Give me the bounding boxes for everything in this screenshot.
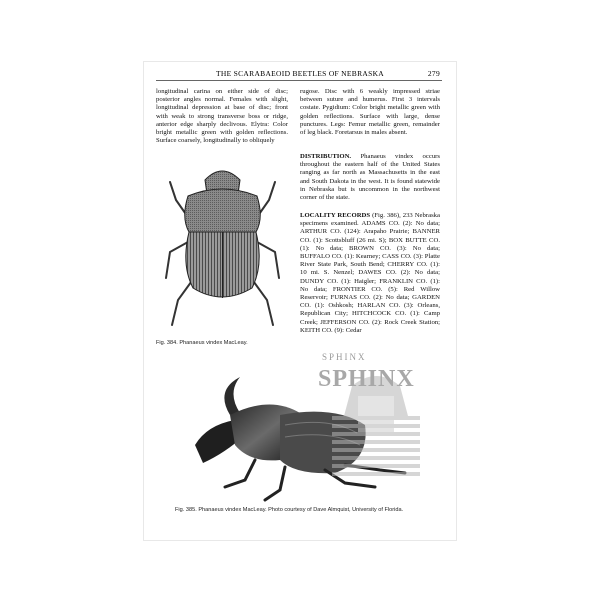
watermark-top-text: SPHINX: [322, 352, 367, 362]
locality-paragraph: [300, 212, 440, 335]
distribution-heading: DISTRIBUTION.: [300, 153, 352, 160]
right-column-top: [300, 88, 440, 137]
header-rule: [156, 80, 442, 81]
watermark-logo-text: SPHINX: [318, 366, 415, 392]
locality-heading: LOCALITY RECORDS: [300, 212, 371, 219]
distribution-section: [300, 153, 440, 202]
running-title: THE SCARABAEOID BEETLES OF NEBRASKA: [216, 69, 385, 78]
distribution-text: Phanaeus vindex occurs throughout the eastern half of the United States ranging as far north as Massachusetts in the east and South Dakota in the west. It is found statewide in Nebraska but is uncommon in the northwest corner of the state.: [300, 153, 440, 202]
figure-384-caption: Fig. 384. Phanaeus vindex MacLeay.: [156, 340, 248, 346]
locality-text: (Fig. 386), 233 Nebraska specimens examined. ADAMS CO. (2): No data; ARTHUR CO. (124): Arapaho Prairie; BANNER CO. (1): Scottsbluff (26 mi. S); BOX BUTTE CO. (1): No data; BROWN CO. (3): No data; BUFFALO CO. (1): Kearney; CASS CO. (3): Platte River State Park, South Bend; CHERRY CO. (1): 10 mi. S. Nenzel; DAWES CO. (2): No data; DUNDY CO. (1): Haigler; FRANKLIN CO. (1): No data; FRONTIER CO. (5): Red Willow Reservoir; FURNAS CO. (2): No data; GARDEN CO. (1): Oshkosh; HARLAN CO. (3): Orleans, Republican City; HITCHCOCK CO. (1): Camp Creek; JEFFERSON CO. (2): Rock Creek Station; KEITH CO. (9): Cedar: [300, 212, 440, 334]
page-number: 279: [427, 69, 440, 78]
figure-385-caption: Fig. 385. Phanaeus vindex MacLeay. Photo courtesy of Dave Almquist, University of Florida.: [175, 507, 404, 513]
distribution-paragraph: [300, 153, 440, 202]
left-column-text: [156, 88, 288, 145]
locality-section: [300, 212, 440, 335]
right-paragraph-1: rugose. Disc with 6 weakly impressed striae between suture and humerus. First 3 intervals costate. Pygidium: Color bright metallic green with golden reflections. Surface with large, dense punctures. Legs: Femur metallic green, remainder of leg black. Foretarsus in males absent.: [300, 88, 440, 137]
left-paragraph: longitudinal carina on either side of disc; posterior angles normal. Females with slight, longitudinal depression at base of disc; front with weak to strong transverse boss or ridge, anterior edge sharply declivous. Elytra: Color bright metallic green with golden reflections. Surface coarsely, longitudinally to obliquely: [156, 88, 288, 145]
beetle-dorsal-illustration: [160, 160, 285, 335]
